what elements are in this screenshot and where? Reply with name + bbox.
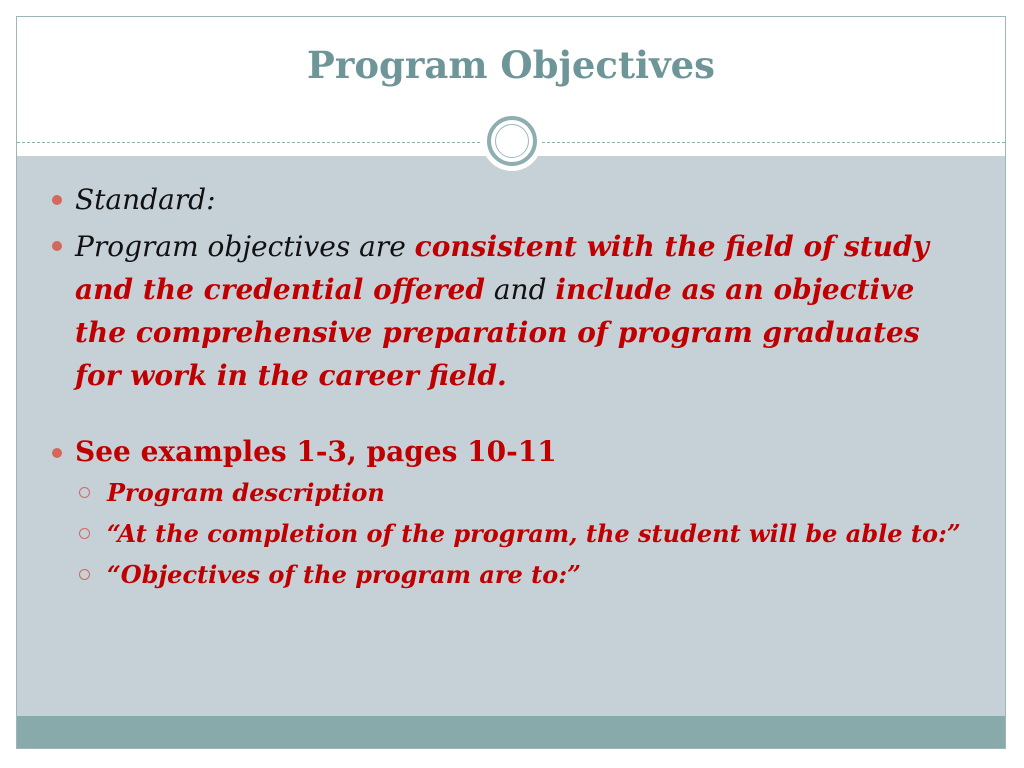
sub-bullet-completion — [47, 516, 967, 551]
bullet-examples — [47, 433, 967, 471]
filled-circle-icon — [52, 448, 62, 458]
sub-bullet-program-description — [47, 475, 967, 510]
sub-bullet-objectives — [47, 557, 967, 592]
sub-bullet-text: “At the completion of the program, the student will be able to:” — [107, 519, 961, 548]
bullet-standard — [47, 181, 967, 219]
objective-emphasis-2: include as an objective the comprehensive preparation of program graduates for work in the career field. — [75, 273, 920, 392]
bullet-objective — [47, 225, 967, 397]
hollow-circle-icon — [79, 569, 90, 580]
bullet-examples-text: See examples 1-3, pages 10-11 — [75, 435, 557, 468]
objective-intro-text: Program objectives are — [75, 230, 415, 263]
ring-ornament-inner — [495, 124, 529, 158]
bullet-standard-text: Standard: — [75, 183, 216, 216]
sub-bullet-text: “Objectives of the program are to:” — [107, 560, 581, 589]
slide-title: Program Objectives — [307, 43, 715, 87]
slide-body — [47, 181, 967, 592]
footer-band — [17, 716, 1005, 749]
objective-and-text: and — [484, 273, 556, 306]
hollow-circle-icon — [79, 528, 90, 539]
slide — [16, 16, 1006, 749]
hollow-circle-icon — [79, 487, 90, 498]
filled-circle-icon — [52, 195, 62, 205]
objective-emphasis-1: consistent with the field of study and the credential offered — [75, 230, 929, 306]
sub-bullet-text: Program description — [107, 478, 385, 507]
filled-circle-icon — [52, 241, 62, 251]
